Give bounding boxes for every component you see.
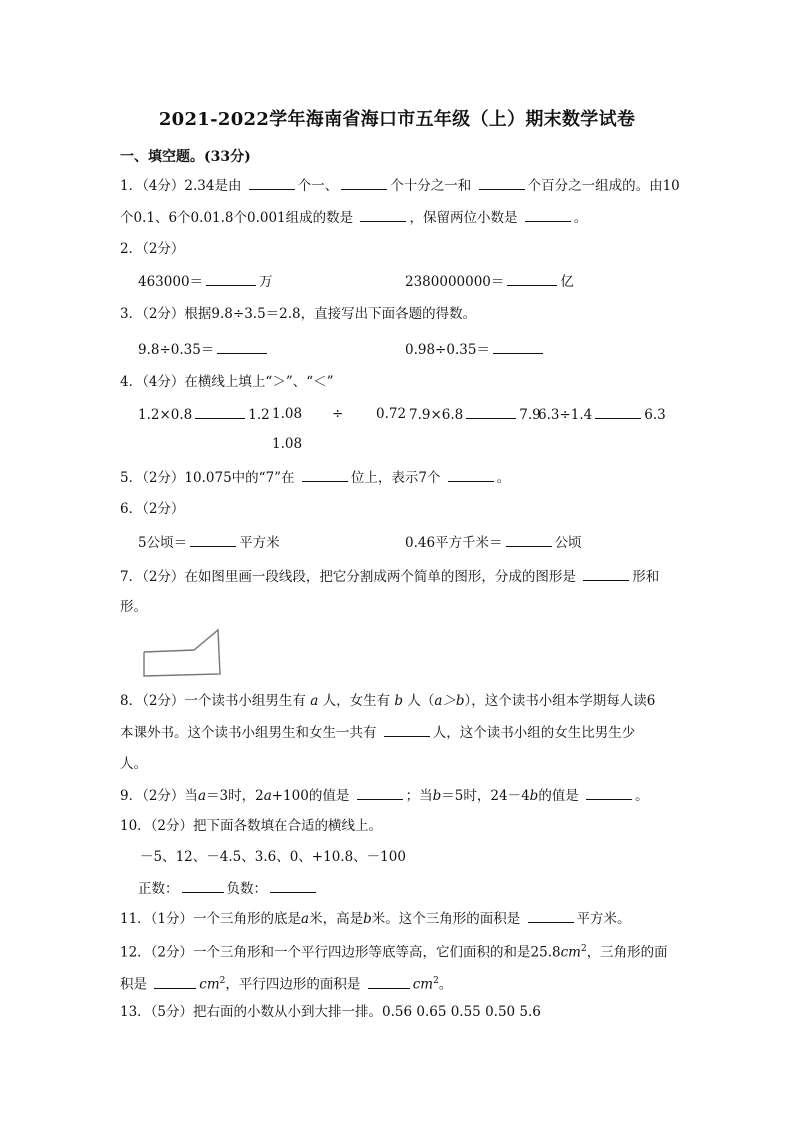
question-3-left: 9.8÷0.35＝ [138, 339, 270, 360]
question-13: 13．（5分）把右面的小数从小到大排一排。0.56 0.65 0.55 0.50 5.6 [120, 1004, 541, 1020]
question-7-line-2: 形。 [120, 599, 147, 615]
question-12-line-1: 12．（2分）一个三角形和一个平行四边形等底等高，它们面积的和是$25.8cm^2$，三角形的面 [120, 944, 668, 961]
question-6-right: 0.46平方千米＝ 公顷 [405, 532, 582, 553]
question-7-line-1: 7．（2分）在如图里画一段线段，把它分割成两个简单的图形，分成的图形是 形和 [120, 566, 659, 587]
answer-blank[interactable] [368, 974, 410, 989]
variable-b: b [432, 788, 442, 804]
answer-blank[interactable] [586, 785, 632, 800]
condition: a＞b [434, 693, 465, 709]
question-4-item-2-b: 0.72 [376, 406, 407, 422]
answer-blank[interactable] [182, 878, 224, 893]
variable-b: b [529, 788, 539, 804]
section-heading: 一、填空题。(33分) [120, 149, 251, 165]
question-4-head: 4．（4分）在横线上填上“＞”、“＜” [120, 374, 334, 390]
question-4-item-2-a: 1.08 [272, 406, 303, 422]
question-4-item-4: 6.3÷1.4 6.3 [538, 404, 666, 425]
answer-blank[interactable] [448, 467, 494, 482]
question-8-line-1: 8．（2分）一个读书小组男生有 a 人，女生有 b 人（a＞b），这个读书小组本学期每人读6 [120, 693, 656, 709]
variable-b: b [363, 911, 372, 927]
page-title: 2021-2022学年海南省海口市五年级（上）期末数学试卷 [158, 109, 636, 130]
question-2-head: 2．（2分） [120, 241, 185, 257]
answer-blank[interactable] [525, 207, 571, 222]
answer-blank[interactable] [341, 175, 387, 190]
answer-blank[interactable] [360, 207, 406, 222]
variable-b: b [394, 693, 404, 709]
question-4-item-1: 1.2×0.8 1.2 [138, 404, 270, 425]
answer-blank[interactable] [270, 878, 316, 893]
answer-blank[interactable] [493, 339, 543, 354]
question-4-item-3: 7.9×6.8 7.9 [409, 404, 541, 425]
unit-cm: cm [560, 944, 581, 961]
unit-cm: cm [199, 976, 220, 993]
answer-blank[interactable] [595, 404, 641, 419]
question-4-item-2-c: 1.08 [272, 436, 303, 452]
question-8-line-3: 人。 [120, 756, 147, 772]
trapezoid-figure [138, 622, 224, 680]
answer-blank[interactable] [384, 722, 430, 737]
question-11: 11．（1分）一个三角形的底是a米，高是b米。这个三角形的面积是 平方米。 [120, 908, 631, 929]
answer-blank[interactable] [190, 532, 236, 547]
question-10-head: 10．（2分）把下面各数填在合适的横线上。 [120, 818, 383, 834]
answer-blank[interactable] [154, 974, 196, 989]
question-4-item-2-op: ÷ [332, 406, 344, 422]
answer-blank[interactable] [249, 175, 295, 190]
unit-cm: cm [412, 976, 434, 993]
variable-a: a [310, 693, 319, 709]
answer-blank[interactable] [206, 271, 256, 286]
question-8-line-2: 本课外书。这个读书小组男生和女生一共有 人，这个读书小组的女生比男生少 [120, 722, 635, 743]
question-12-line-2: 积是 $cm^2$，平行四边形的面积是 $cm^2$。 [120, 971, 452, 995]
question-3-head: 3．（2分）根据9.8÷3.5＝2.8，直接写出下面各题的得数。 [120, 306, 477, 322]
question-6-head: 6．（2分） [120, 501, 185, 517]
question-6-left: 5公顷＝ 平方米 [138, 532, 280, 553]
answer-blank[interactable] [302, 467, 348, 482]
answer-blank[interactable] [466, 404, 516, 419]
answer-blank[interactable] [357, 785, 403, 800]
question-10-numbers: －5、12、－4.5、3.6、0、+10.8、－100 [140, 849, 406, 865]
answer-blank[interactable] [507, 271, 557, 286]
variable-a: a [197, 788, 206, 804]
question-5: 5．（2分）10.075中的“7”在 位上，表示7个 。 [120, 467, 510, 488]
question-3-right: 0.98÷0.35＝ [405, 339, 546, 360]
answer-blank[interactable] [195, 404, 245, 419]
question-1-line-2: 个0.1、6个0.01.8个0.001组成的数是 ，保留两位小数是 。 [120, 207, 587, 228]
answer-blank[interactable] [506, 532, 552, 547]
question-9: 9．（2分）当a＝3时，2a+100的值是 ；当b＝5时，24－4b的值是 。 [120, 785, 649, 806]
question-2-left: 463000＝ 万 [138, 271, 273, 292]
question-2-right: 2380000000＝ 亿 [405, 271, 574, 292]
answer-blank[interactable] [528, 908, 574, 923]
answer-blank[interactable] [583, 566, 629, 581]
question-10-answers: 正数： 负数： [138, 878, 319, 899]
question-1-line-1: 1．（4分）2.34是由 个一、 个十分之一和 个百分之一组成的。由10 [120, 175, 680, 196]
variable-a: a [301, 911, 310, 927]
variable-a: a [263, 788, 272, 804]
answer-blank[interactable] [479, 175, 525, 190]
answer-blank[interactable] [217, 339, 267, 354]
